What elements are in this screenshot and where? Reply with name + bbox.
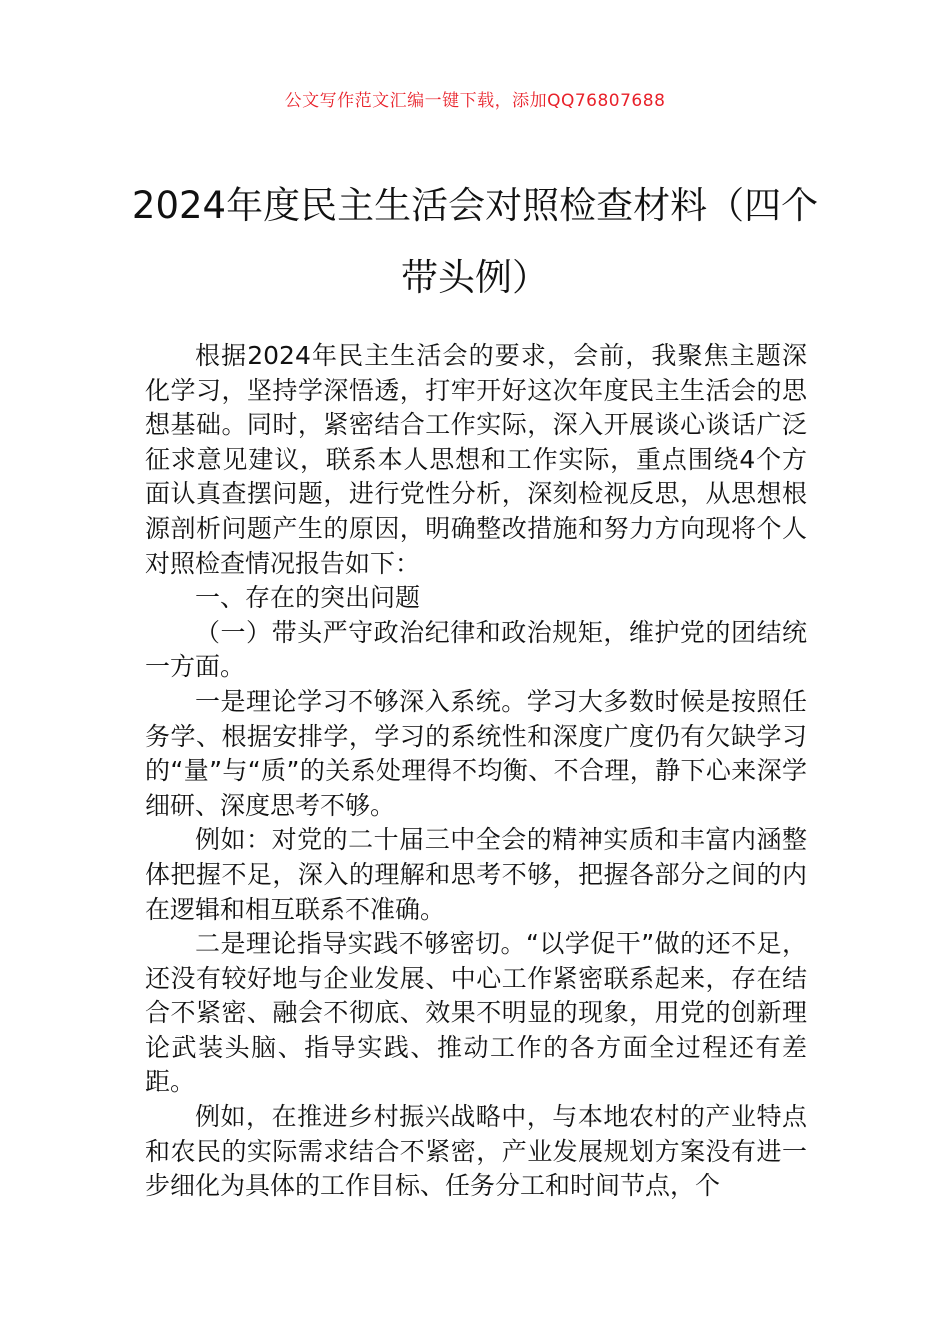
subsection-heading: （一）带头严守政治纪律和政治规矩，维护党的团结统一方面。 [145, 617, 807, 682]
paragraph-example-two: 例如，在推进乡村振兴战略中，与本地农村的产业特点和农民的实际需求结合不紧密，产业发展规划方案没有进一步细化为具体的工作目标、任务分工和时间节点，个 [145, 1102, 807, 1201]
document-title: 2024年度民主生活会对照检查材料（四个带头例） [131, 184, 819, 299]
paragraph-example-one: 例如：对党的二十届三中全会的精神实质和丰富内涵整体把握不足，深入的理解和思考不够，把握各部分之间的内在逻辑和相互联系不准确。 [145, 825, 807, 924]
paragraph-intro: 根据2024年民主生活会的要求，会前，我聚焦主题深化学习，坚持学深悟透，打牢开好这次年度民主生活会的思想基础。同时，紧密结合工作实际，深入开展谈心谈话广泛征求意见建议，联系本人思想和工作实际，重点围绕4个方面认真查摆问题，进行党性分析，深刻检视反思，从思想根源剖析问题产生的原因，明确整改措施和努力方向现将个人对照检查情况报告如下： [145, 341, 807, 578]
section-heading: 一、存在的突出问题 [195, 583, 421, 613]
paragraph-point-one: 一是理论学习不够深入系统。学习大多数时候是按照任务学、根据安排学，学习的系统性和深度广度仍有欠缺学习的“量”与“质”的关系处理得不均衡、不合理，静下心来深学细研、深度思考不够。 [145, 686, 807, 820]
paragraph-point-two: 二是理论指导实践不够密切。“以学促干”做的还不足，还没有较好地与企业发展、中心工作紧密联系起来，存在结合不紧密、融会不彻底、效果不明显的现象，用党的创新理论武装头脑、指导实践、推动工作的各方面全过程还有差距。 [145, 929, 807, 1097]
download-banner: 公文写作范文汇编一键下载，添加QQ76807688 [284, 91, 666, 111]
document-body [145, 339, 807, 1204]
